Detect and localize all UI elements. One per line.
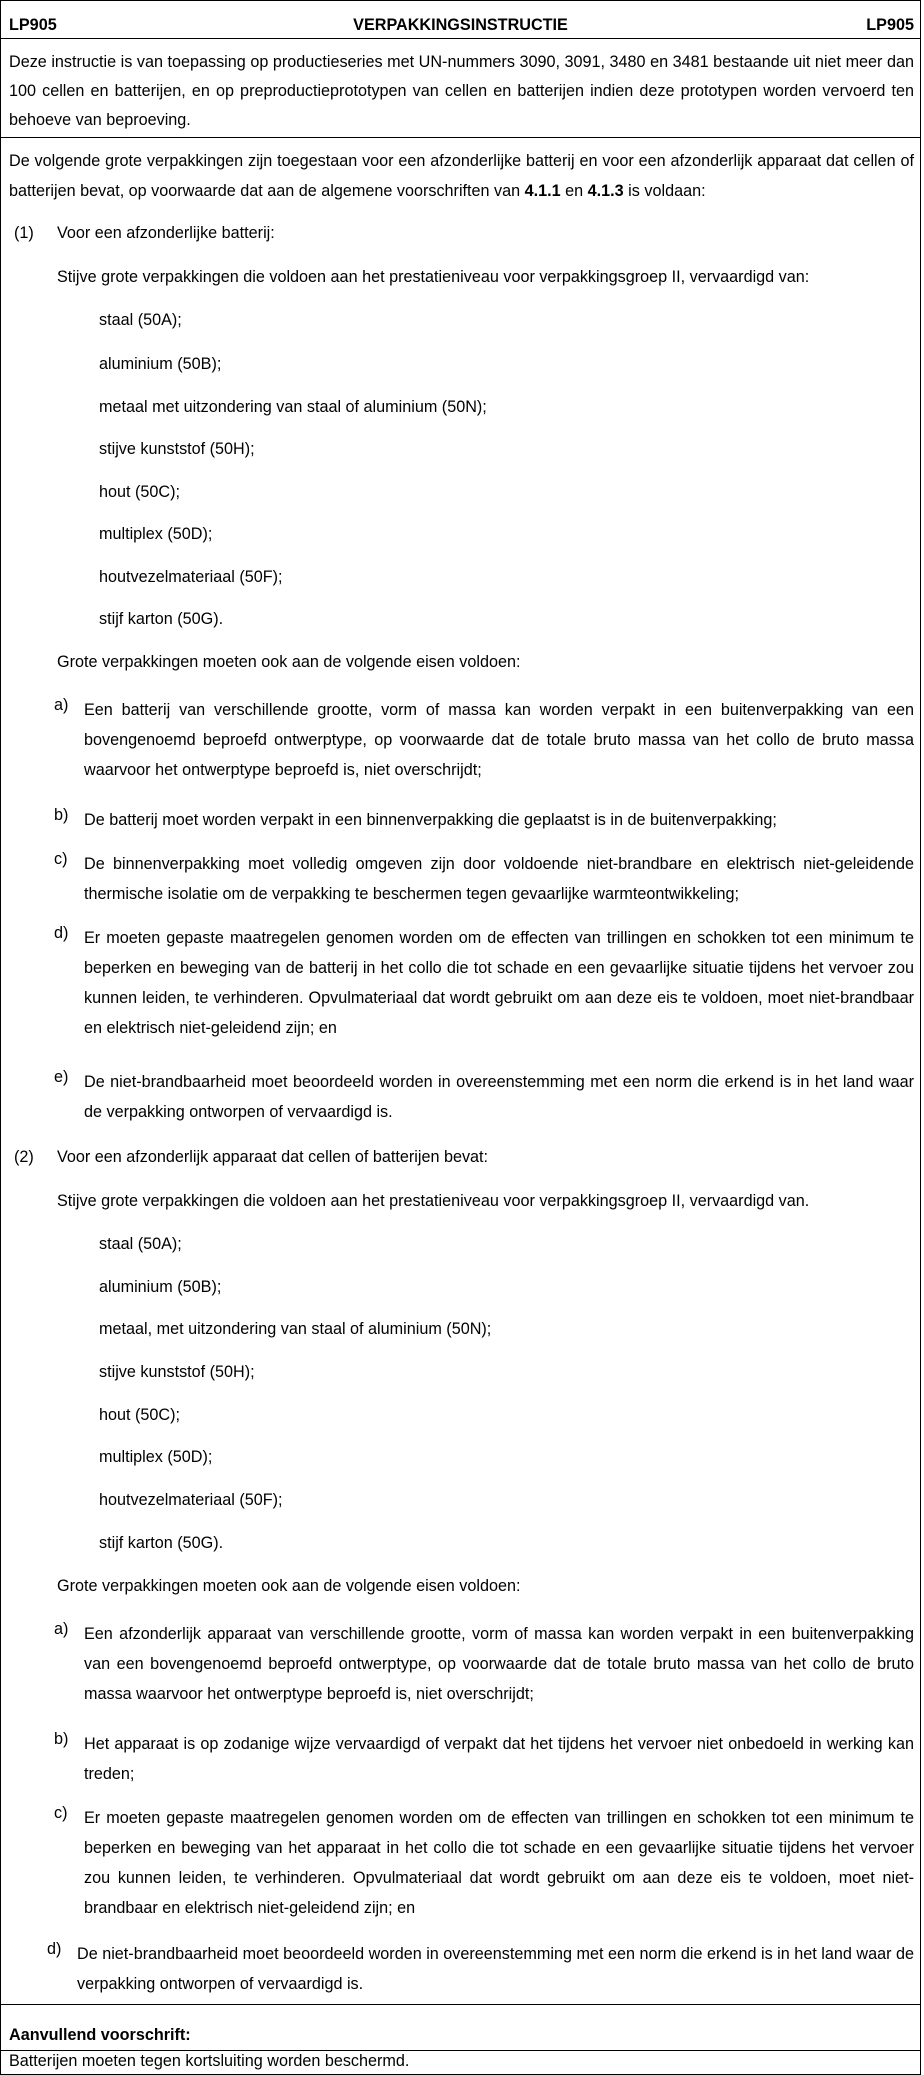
section1-material: stijf karton (50G). — [99, 610, 224, 628]
section2-material: staal (50A); — [99, 1235, 182, 1253]
section1-item-text: De binnenverpakking moet volledig omgeven zijn door voldoende niet-brandbare en elektrisch niet-geleidende thermische isolatie om de verpakking te beschermen tegen gevaarlijke warmteontwikkeling; — [84, 855, 914, 903]
additional-heading: Aanvullend voorschrift: — [9, 2026, 191, 2044]
section2-material: stijf karton (50G). — [99, 1534, 224, 1552]
section1-material: stijve kunststof (50H); — [99, 440, 255, 458]
section2-item-text: Een afzonderlijk apparaat van verschillende grootte, vorm of massa kan worden verpakt in een buitenverpakking van een bovengenoemd beproefd ontwerptype, op voorwaarde dat de totale bruto massa van het collo de bruto massa waarvoor het ontwerptype beproefd is, niet overschrijdt; — [84, 1625, 914, 1703]
section2-intro: Stijve grote verpakkingen die voldoen aan het prestatieniveau voor verpakkingsgroep II, vervaardigd van. — [57, 1192, 810, 1210]
header-code-right: LP905 — [866, 16, 914, 34]
section1-material: aluminium (50B); — [99, 355, 222, 373]
intro-paragraph: De volgende grote verpakkingen zijn toegestaan voor een afzonderlijke batterij en voor een afzonderlijk apparaat dat cellen of batterijen bevat, op voorwaarde dat aan de algemene voorschriften van 4.1.1 en 4.1.3 is voldaan: — [9, 152, 914, 200]
section1-requirements-intro: Grote verpakkingen moeten ook aan de volgende eisen voldoen: — [57, 653, 521, 671]
header-code-left: LP905 — [9, 16, 57, 34]
ref-4-1-3: 4.1.3 — [587, 182, 624, 200]
additional-divider — [1, 2004, 920, 2005]
section1-material: metaal met uitzondering van staal of aluminium (50N); — [99, 398, 487, 416]
section2-item-label: a) — [54, 1620, 69, 1638]
section2-item-text: Het apparaat is op zodanige wijze vervaardigd of verpakt dat het tijdens het vervoer niet onbedoeld in werking kan treden; — [84, 1735, 914, 1783]
section1-item-label: e) — [54, 1068, 69, 1086]
section2-item-text: Er moeten gepaste maatregelen genomen worden om de effecten van trillingen en schokken tot een minimum te beperken en beweging van het apparaat in het collo die tot schade en een gevaarlijke situatie tijdens het vervoer zou kunnen leiden, te verhinderen. Opvulmateriaal dat wordt gebruikt om aan deze eis te voldoen, moet niet-brandbaar en elektrisch niet-geleidend zijn; en — [84, 1809, 914, 1917]
section1-item-text: Er moeten gepaste maatregelen genomen worden om de effecten van trillingen en schokken tot een minimum te beperken en beweging van de batterij in het collo die tot schade en een gevaarlijke situatie tijdens het vervoer zou kunnen leiden, te verhinderen. Opvulmateriaal dat wordt gebruikt om aan deze eis te voldoen, moet niet-brandbaar en elektrisch niet-geleidend zijn; en — [84, 929, 914, 1037]
additional-text: Batterijen moeten tegen kortsluiting worden beschermd. — [9, 2052, 410, 2070]
section2-item-label: b) — [54, 1730, 69, 1748]
section2-item-label: c) — [54, 1804, 68, 1822]
section1-item-label: c) — [54, 850, 68, 868]
section2-material: stijve kunststof (50H); — [99, 1363, 255, 1381]
ref-4-1-1: 4.1.1 — [524, 182, 561, 200]
section1-item-text: De niet-brandbaarheid moet beoordeeld worden in overeenstemming met een norm die erkend is in het land waar de verpakking ontworpen of vervaardigd is. — [84, 1073, 914, 1121]
section1-material: hout (50C); — [99, 483, 180, 501]
section1-material: multiplex (50D); — [99, 525, 213, 543]
section2-material: aluminium (50B); — [99, 1278, 222, 1296]
section1-item-label: b) — [54, 806, 69, 824]
section1-intro: Stijve grote verpakkingen die voldoen aan het prestatieniveau voor verpakkingsgroep II, vervaardigd van: — [57, 268, 810, 286]
scope-divider — [1, 137, 920, 138]
header-divider — [1, 38, 920, 39]
section2-material: multiplex (50D); — [99, 1448, 213, 1466]
section2-item-label: d) — [47, 1940, 62, 1958]
section2-requirements-intro: Grote verpakkingen moeten ook aan de volgende eisen voldoen: — [57, 1577, 521, 1595]
header-title: VERPAKKINGSINSTRUCTIE — [353, 16, 568, 34]
section1-item-label: a) — [54, 696, 69, 714]
section1-material: houtvezelmateriaal (50F); — [99, 568, 283, 586]
section2-material: metaal, met uitzondering van staal of aluminium (50N); — [99, 1320, 492, 1338]
section2-material: hout (50C); — [99, 1406, 180, 1424]
section1-material: staal (50A); — [99, 311, 182, 329]
scope-paragraph: Deze instructie is van toepassing op productieseries met UN-nummers 3090, 3091, 3480 en 3481 bestaande uit niet meer dan 100 cellen en batterijen, en op preproductieprototypen van cellen en batterijen indien deze prototypen worden vervoerd ten behoeve van beproeving. — [9, 53, 914, 129]
section2-material: houtvezelmateriaal (50F); — [99, 1491, 283, 1509]
section1-heading: Voor een afzonderlijke batterij: — [57, 224, 275, 242]
section1-number: (1) — [14, 224, 34, 242]
section2-number: (2) — [14, 1148, 34, 1166]
section1-item-text: De batterij moet worden verpakt in een binnenverpakking die geplaatst is in de buitenverpakking; — [84, 811, 777, 829]
section1-item-text: Een batterij van verschillende grootte, vorm of massa kan worden verpakt in een buitenverpakking van een bovengenoemd beproefd ontwerptype, op voorwaarde dat de totale bruto massa van het collo de bruto massa waarvoor het ontwerptype beproefd is, niet overschrijdt; — [84, 701, 914, 779]
section1-item-label: d) — [54, 924, 69, 942]
section2-heading: Voor een afzonderlijk apparaat dat cellen of batterijen bevat: — [57, 1148, 489, 1166]
section2-item-text: De niet-brandbaarheid moet beoordeeld worden in overeenstemming met een norm die erkend is in het land waar de verpakking ontworpen of vervaardigd is. — [77, 1945, 914, 1993]
